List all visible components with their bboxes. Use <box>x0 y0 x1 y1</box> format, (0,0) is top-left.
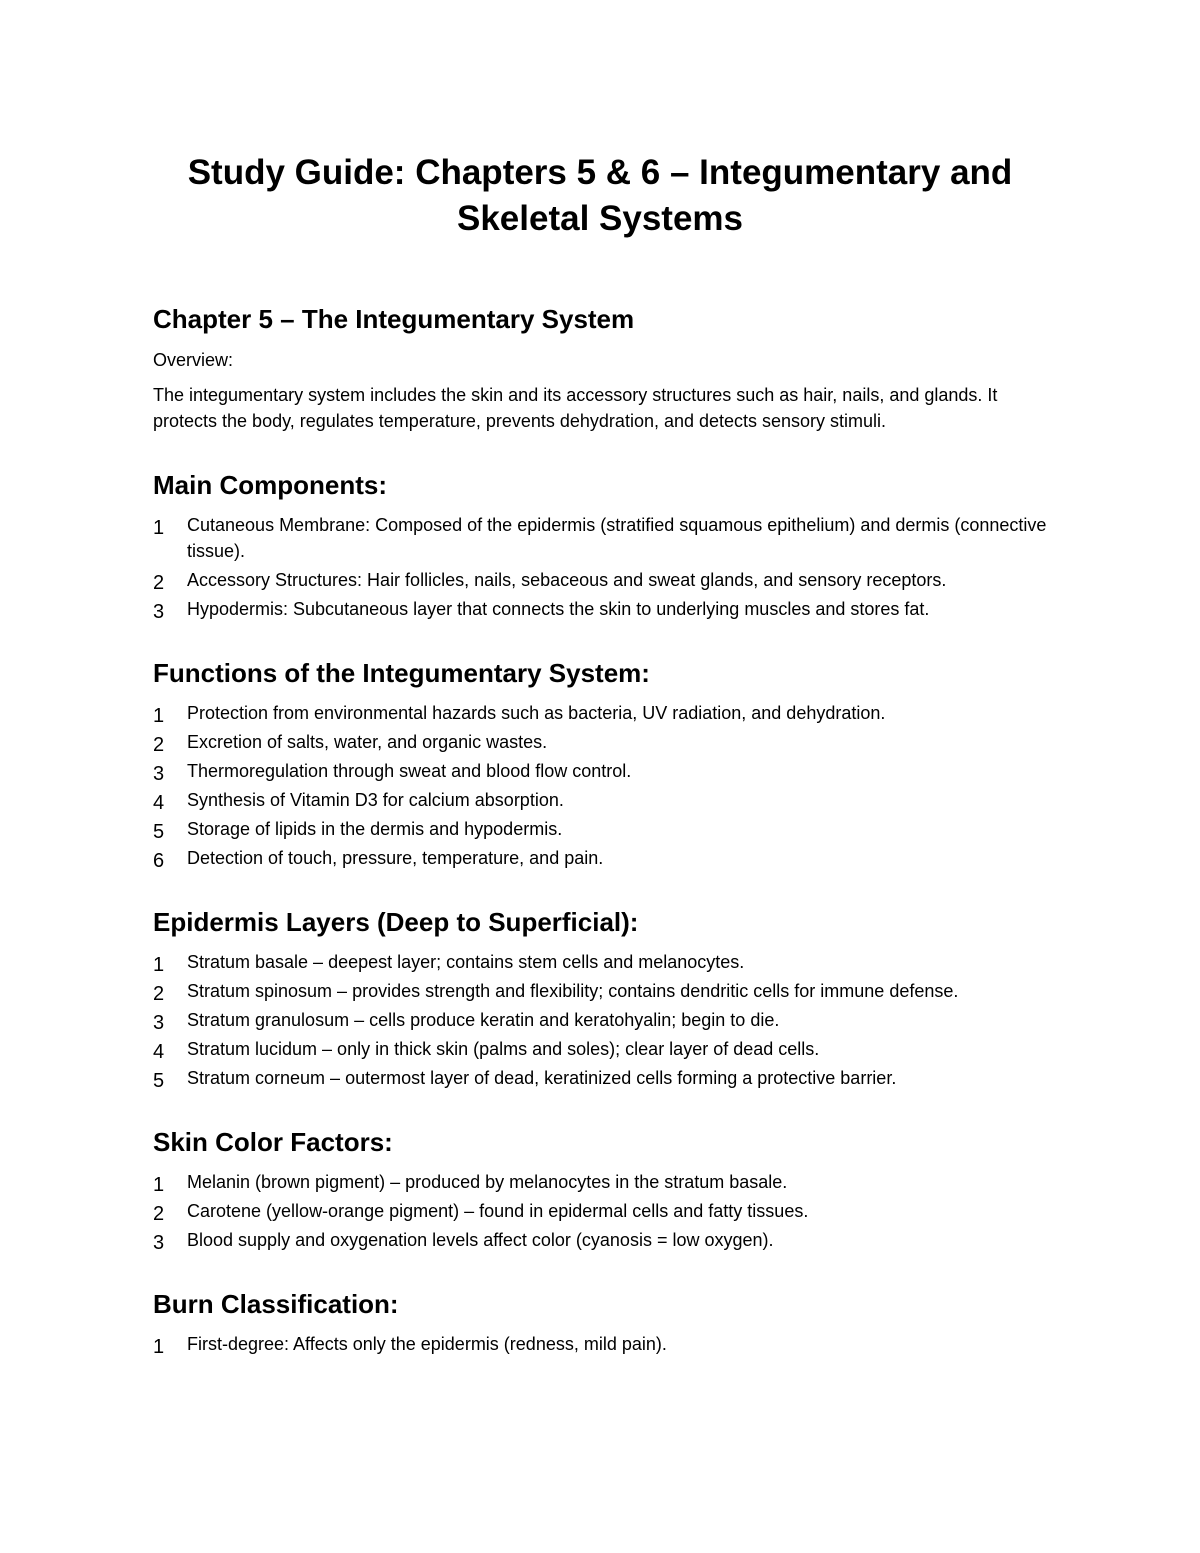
list-number: 2 <box>153 572 165 594</box>
document-title: Study Guide: Chapters 5 & 6 – Integumentary and Skeletal Systems <box>187 153 1013 238</box>
list-item <box>153 949 1053 975</box>
list-item-text: Hypodermis: Subcutaneous layer that connects the skin to underlying muscles and stores fat. <box>187 599 930 619</box>
document-page <box>153 150 1053 1360</box>
section-burn-classification <box>153 1287 1053 1357</box>
section-heading: Burn Classification: <box>153 1289 399 1319</box>
list-item <box>153 512 1053 564</box>
list-item-text: Detection of touch, pressure, temperature, and pain. <box>187 848 604 868</box>
list-item <box>153 845 1053 871</box>
list-number: 3 <box>153 763 165 785</box>
list-item <box>153 816 1053 842</box>
list-number: 1 <box>153 1174 165 1196</box>
list-item-text: Storage of lipids in the dermis and hypodermis. <box>187 819 563 839</box>
list-number: 3 <box>153 601 165 623</box>
list-item <box>153 1227 1053 1253</box>
list-number: 2 <box>153 1203 165 1225</box>
list-item <box>153 1065 1053 1091</box>
list-item-text: Synthesis of Vitamin D3 for calcium absorption. <box>187 790 564 810</box>
list-item-text: Excretion of salts, water, and organic wastes. <box>187 732 548 752</box>
list-item-text: Stratum corneum – outermost layer of dead, keratinized cells forming a protective barrier. <box>187 1068 897 1088</box>
section-functions <box>153 656 1053 871</box>
list-item <box>153 596 1053 622</box>
list-item-text: Carotene (yellow-orange pigment) – found in epidermal cells and fatty tissues. <box>187 1201 809 1221</box>
section-heading: Functions of the Integumentary System: <box>153 658 650 688</box>
numbered-list <box>153 700 1053 871</box>
list-number: 5 <box>153 1070 165 1092</box>
list-item <box>153 700 1053 726</box>
section-epidermis-layers <box>153 905 1053 1091</box>
list-number: 3 <box>153 1232 165 1254</box>
list-item-text: Stratum lucidum – only in thick skin (palms and soles); clear layer of dead cells. <box>187 1039 820 1059</box>
list-number: 3 <box>153 1012 165 1034</box>
list-item-text: Protection from environmental hazards such as bacteria, UV radiation, and dehydration. <box>187 703 886 723</box>
numbered-list <box>153 512 1053 622</box>
list-item-text: Accessory Structures: Hair follicles, nails, sebaceous and sweat glands, and sensory receptors. <box>187 570 947 590</box>
list-item-text: First-degree: Affects only the epidermis (redness, mild pain). <box>187 1334 667 1354</box>
list-number: 4 <box>153 792 165 814</box>
section-heading: Skin Color Factors: <box>153 1127 393 1157</box>
list-number: 1 <box>153 517 165 539</box>
list-number: 4 <box>153 1041 165 1063</box>
numbered-list <box>153 1331 1053 1357</box>
overview-label: Overview: <box>153 350 234 370</box>
overview-text: The integumentary system includes the skin and its accessory structures such as hair, nails, and glands. It protects the body, regulates temperature, prevents dehydration, and detects sensory stimuli. <box>153 385 998 431</box>
list-item <box>153 1036 1053 1062</box>
list-item-text: Melanin (brown pigment) – produced by melanocytes in the stratum basale. <box>187 1172 788 1192</box>
list-item-text: Stratum basale – deepest layer; contains stem cells and melanocytes. <box>187 952 745 972</box>
list-item <box>153 978 1053 1004</box>
list-number: 1 <box>153 954 165 976</box>
list-item-text: Blood supply and oxygenation levels affect color (cyanosis = low oxygen). <box>187 1230 774 1250</box>
list-number: 1 <box>153 705 165 727</box>
section-main-components <box>153 468 1053 622</box>
list-number: 2 <box>153 983 165 1005</box>
list-item <box>153 1007 1053 1033</box>
list-number: 6 <box>153 850 165 872</box>
section-heading: Main Components: <box>153 470 387 500</box>
list-item <box>153 1169 1053 1195</box>
section-heading: Epidermis Layers (Deep to Superficial): <box>153 907 639 937</box>
section-skin-color-factors <box>153 1125 1053 1253</box>
list-item <box>153 1331 1053 1357</box>
chapter-5-heading: Chapter 5 – The Integumentary System <box>153 304 635 334</box>
list-item <box>153 1198 1053 1224</box>
list-item-text: Thermoregulation through sweat and blood flow control. <box>187 761 632 781</box>
list-item-text: Cutaneous Membrane: Composed of the epidermis (stratified squamous epithelium) and dermis (connective tissue). <box>187 515 1047 561</box>
numbered-list <box>153 949 1053 1091</box>
list-number: 5 <box>153 821 165 843</box>
list-item <box>153 787 1053 813</box>
list-number: 2 <box>153 734 165 756</box>
list-item <box>153 758 1053 784</box>
list-item <box>153 567 1053 593</box>
list-item-text: Stratum granulosum – cells produce keratin and keratohyalin; begin to die. <box>187 1010 780 1030</box>
list-item-text: Stratum spinosum – provides strength and flexibility; contains dendritic cells for immune defense. <box>187 981 959 1001</box>
list-number: 1 <box>153 1336 165 1358</box>
numbered-list <box>153 1169 1053 1253</box>
list-item <box>153 729 1053 755</box>
